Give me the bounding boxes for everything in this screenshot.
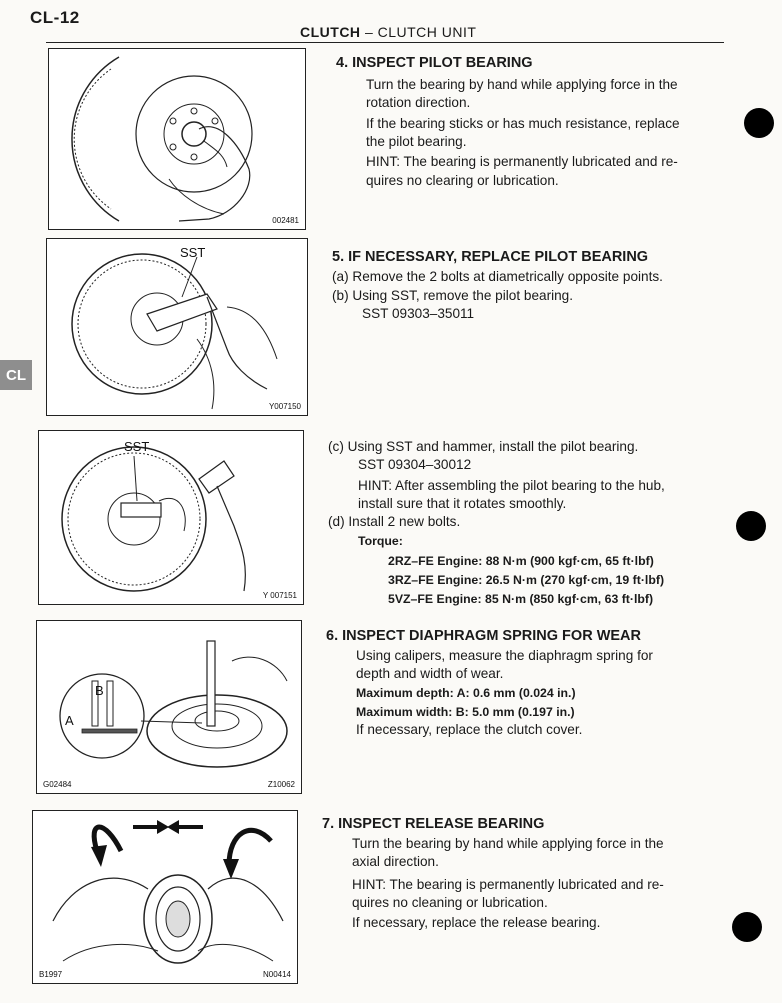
figure-pilot-bearing-remove [46, 238, 308, 416]
flywheel-illustration [49, 49, 305, 229]
step-5-hint: HINT: After assembling the pilot bearing to the hub, [358, 478, 665, 493]
torque-label: Torque: [358, 534, 403, 548]
page-number: CL-12 [30, 8, 80, 27]
torque-spec: 5VZ–FE Engine: 85 N·m (850 kgf·cm, 63 ft·lbf) [388, 592, 654, 606]
dimension-b-label: B [95, 683, 104, 698]
binder-hole [744, 108, 774, 138]
figure-code: N00414 [262, 970, 291, 979]
step-7-line: If necessary, replace the release bearing. [352, 915, 601, 930]
figure-code-left: B1997 [39, 970, 63, 979]
step-6-title: 6. INSPECT DIAPHRAGM SPRING FOR WEAR [326, 628, 641, 644]
header-rule [46, 42, 724, 43]
figure-code: Y007150 [268, 402, 301, 411]
step-6-line: Using calipers, measure the diaphragm spring for [356, 648, 653, 663]
figure-code: 002481 [272, 216, 299, 225]
step-7-line: quires no cleaning or lubrication. [352, 895, 548, 910]
figure-pilot-bearing-install [38, 430, 304, 605]
binder-hole [736, 511, 766, 541]
step-5-title: 5. IF NECESSARY, REPLACE PILOT BEARING [332, 249, 649, 265]
sst-label: SST [124, 439, 150, 454]
figure-diaphragm-spring [36, 620, 302, 794]
figure-code: Y 007151 [262, 591, 297, 600]
step-7-line: axial direction. [352, 854, 439, 869]
step-4-line: If the bearing sticks or has much resistance, replace [366, 116, 680, 131]
step-4-line: HINT: The bearing is permanently lubricated and re- [366, 154, 678, 169]
step-5b: (b) Using SST, remove the pilot bearing. [332, 288, 574, 303]
flywheel-sst-illustration [47, 239, 307, 415]
sst-label: SST [180, 245, 206, 260]
page-header [300, 24, 476, 40]
step-4-title: 4. INSPECT PILOT BEARING [336, 55, 533, 71]
header-subsection: CLUTCH UNIT [377, 24, 477, 40]
spec-max-width: Maximum width: B: 5.0 mm (0.197 in.) [356, 705, 575, 719]
step-7-line: Turn the bearing by hand while applying force in the [352, 836, 664, 851]
spec-max-depth: Maximum depth: A: 0.6 mm (0.024 in.) [356, 686, 576, 700]
step-4-line: quires no clearing or lubrication. [366, 173, 559, 188]
step-4-line: Turn the bearing by hand while applying force in the [366, 77, 678, 92]
step-7-line: HINT: The bearing is permanently lubricated and re- [352, 877, 664, 892]
header-section: CLUTCH [300, 24, 361, 40]
step-5c-sst: SST 09304–30012 [358, 457, 472, 472]
torque-spec: 2RZ–FE Engine: 88 N·m (900 kgf·cm, 65 ft·lbf) [388, 554, 654, 568]
step-5-hint: install sure that it rotates smoothly. [358, 496, 567, 511]
step-6-line: depth and width of wear. [356, 666, 504, 681]
torque-spec: 3RZ–FE Engine: 26.5 N·m (270 kgf·cm, 19 ft·lbf) [388, 573, 665, 587]
figure-release-bearing [32, 810, 298, 984]
figure-code-left: G02484 [43, 780, 72, 789]
step-5d: (d) Install 2 new bolts. [328, 514, 461, 529]
step-7-title: 7. INSPECT RELEASE BEARING [322, 816, 545, 832]
step-4-line: the pilot bearing. [366, 134, 467, 149]
binder-hole [732, 912, 762, 942]
flywheel-hammer-illustration [39, 431, 303, 604]
dimension-a-label: A [65, 713, 74, 728]
header-dash: – [364, 24, 374, 40]
step-4-line: rotation direction. [366, 95, 471, 110]
step-6-line: If necessary, replace the clutch cover. [356, 722, 583, 737]
release-bearing-illustration [33, 811, 297, 983]
figure-pilot-bearing-inspect [48, 48, 306, 230]
step-5a: (a) Remove the 2 bolts at diametrically opposite points. [332, 269, 663, 284]
section-tab: CL [0, 360, 32, 390]
step-5b-sst: SST 09303–35011 [362, 306, 475, 321]
step-5c: (c) Using SST and hammer, install the pilot bearing. [328, 439, 639, 454]
figure-code: Z10062 [267, 780, 295, 789]
calipers-illustration [37, 621, 301, 793]
